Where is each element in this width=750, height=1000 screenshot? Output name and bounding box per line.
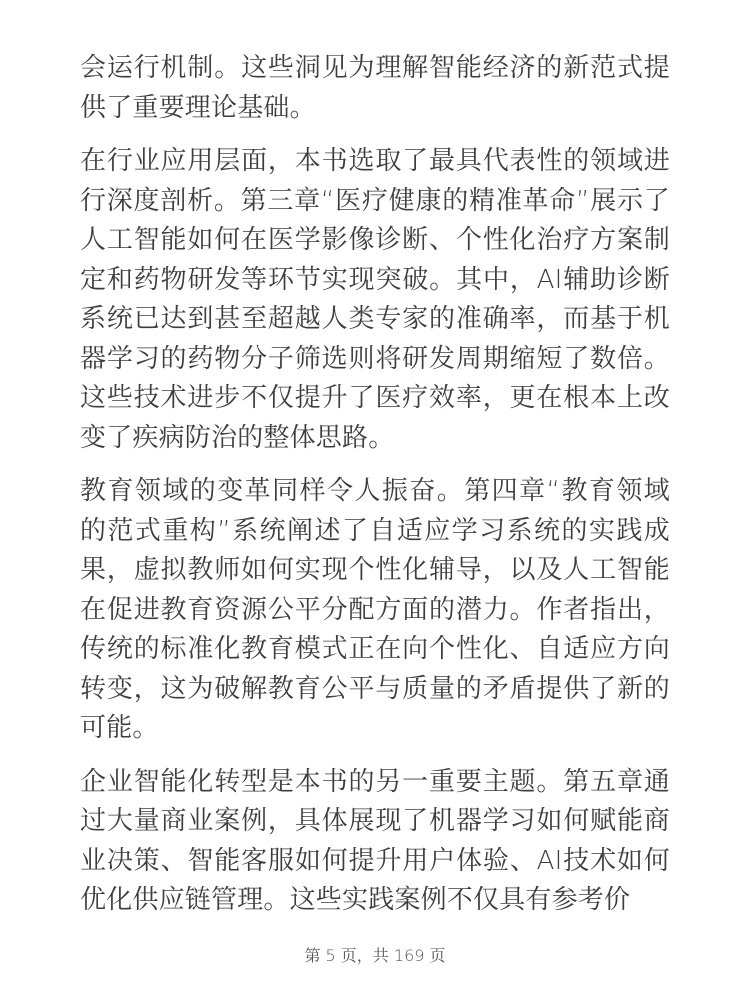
paragraph: 会运行机制。这些洞见为理解智能经济的新范式提供了重要理论基础。 bbox=[80, 53, 670, 123]
page-number-footer: 第 5 页，共 169 页 bbox=[304, 946, 446, 965]
paragraph: 教育领域的变革同样令人振奋。第四章“教育领域的范式重构”系统阐述了自适应学习系统的实践成果，虚拟教师如何实现个性化辅导，以及人工智能在促进教育资源公平分配方面的潜力。作者指出，传统的标准化教育模式正在向个性化、自适应方向转变，这为破解教育公平与质量的矛盾提供了新的可能。 bbox=[80, 476, 670, 743]
document-body bbox=[80, 49, 670, 935]
paragraph: 企业智能化转型是本书的另一重要主题。第五章通过大量商业案例，具体展现了机器学习如何赋能商业决策、智能客服如何提升用户体验、AI技术如何优化供应链管理。这些实践案例不仅具有参考价 bbox=[80, 766, 670, 915]
paragraph: 在行业应用层面，本书选取了最具代表性的领域进行深度剖析。第三章“医疗健康的精准革命”展示了人工智能如何在医学影像诊断、个性化治疗方案制定和药物研发等环节实现突破。其中，AI辅助诊断系统已达到甚至超越人类专家的准确率，而基于机器学习的药物分子筛选则将研发周期缩短了数倍。这些技术进步不仅提升了医疗效率，更在根本上改变了疾病防治的整体思路。 bbox=[80, 146, 670, 453]
